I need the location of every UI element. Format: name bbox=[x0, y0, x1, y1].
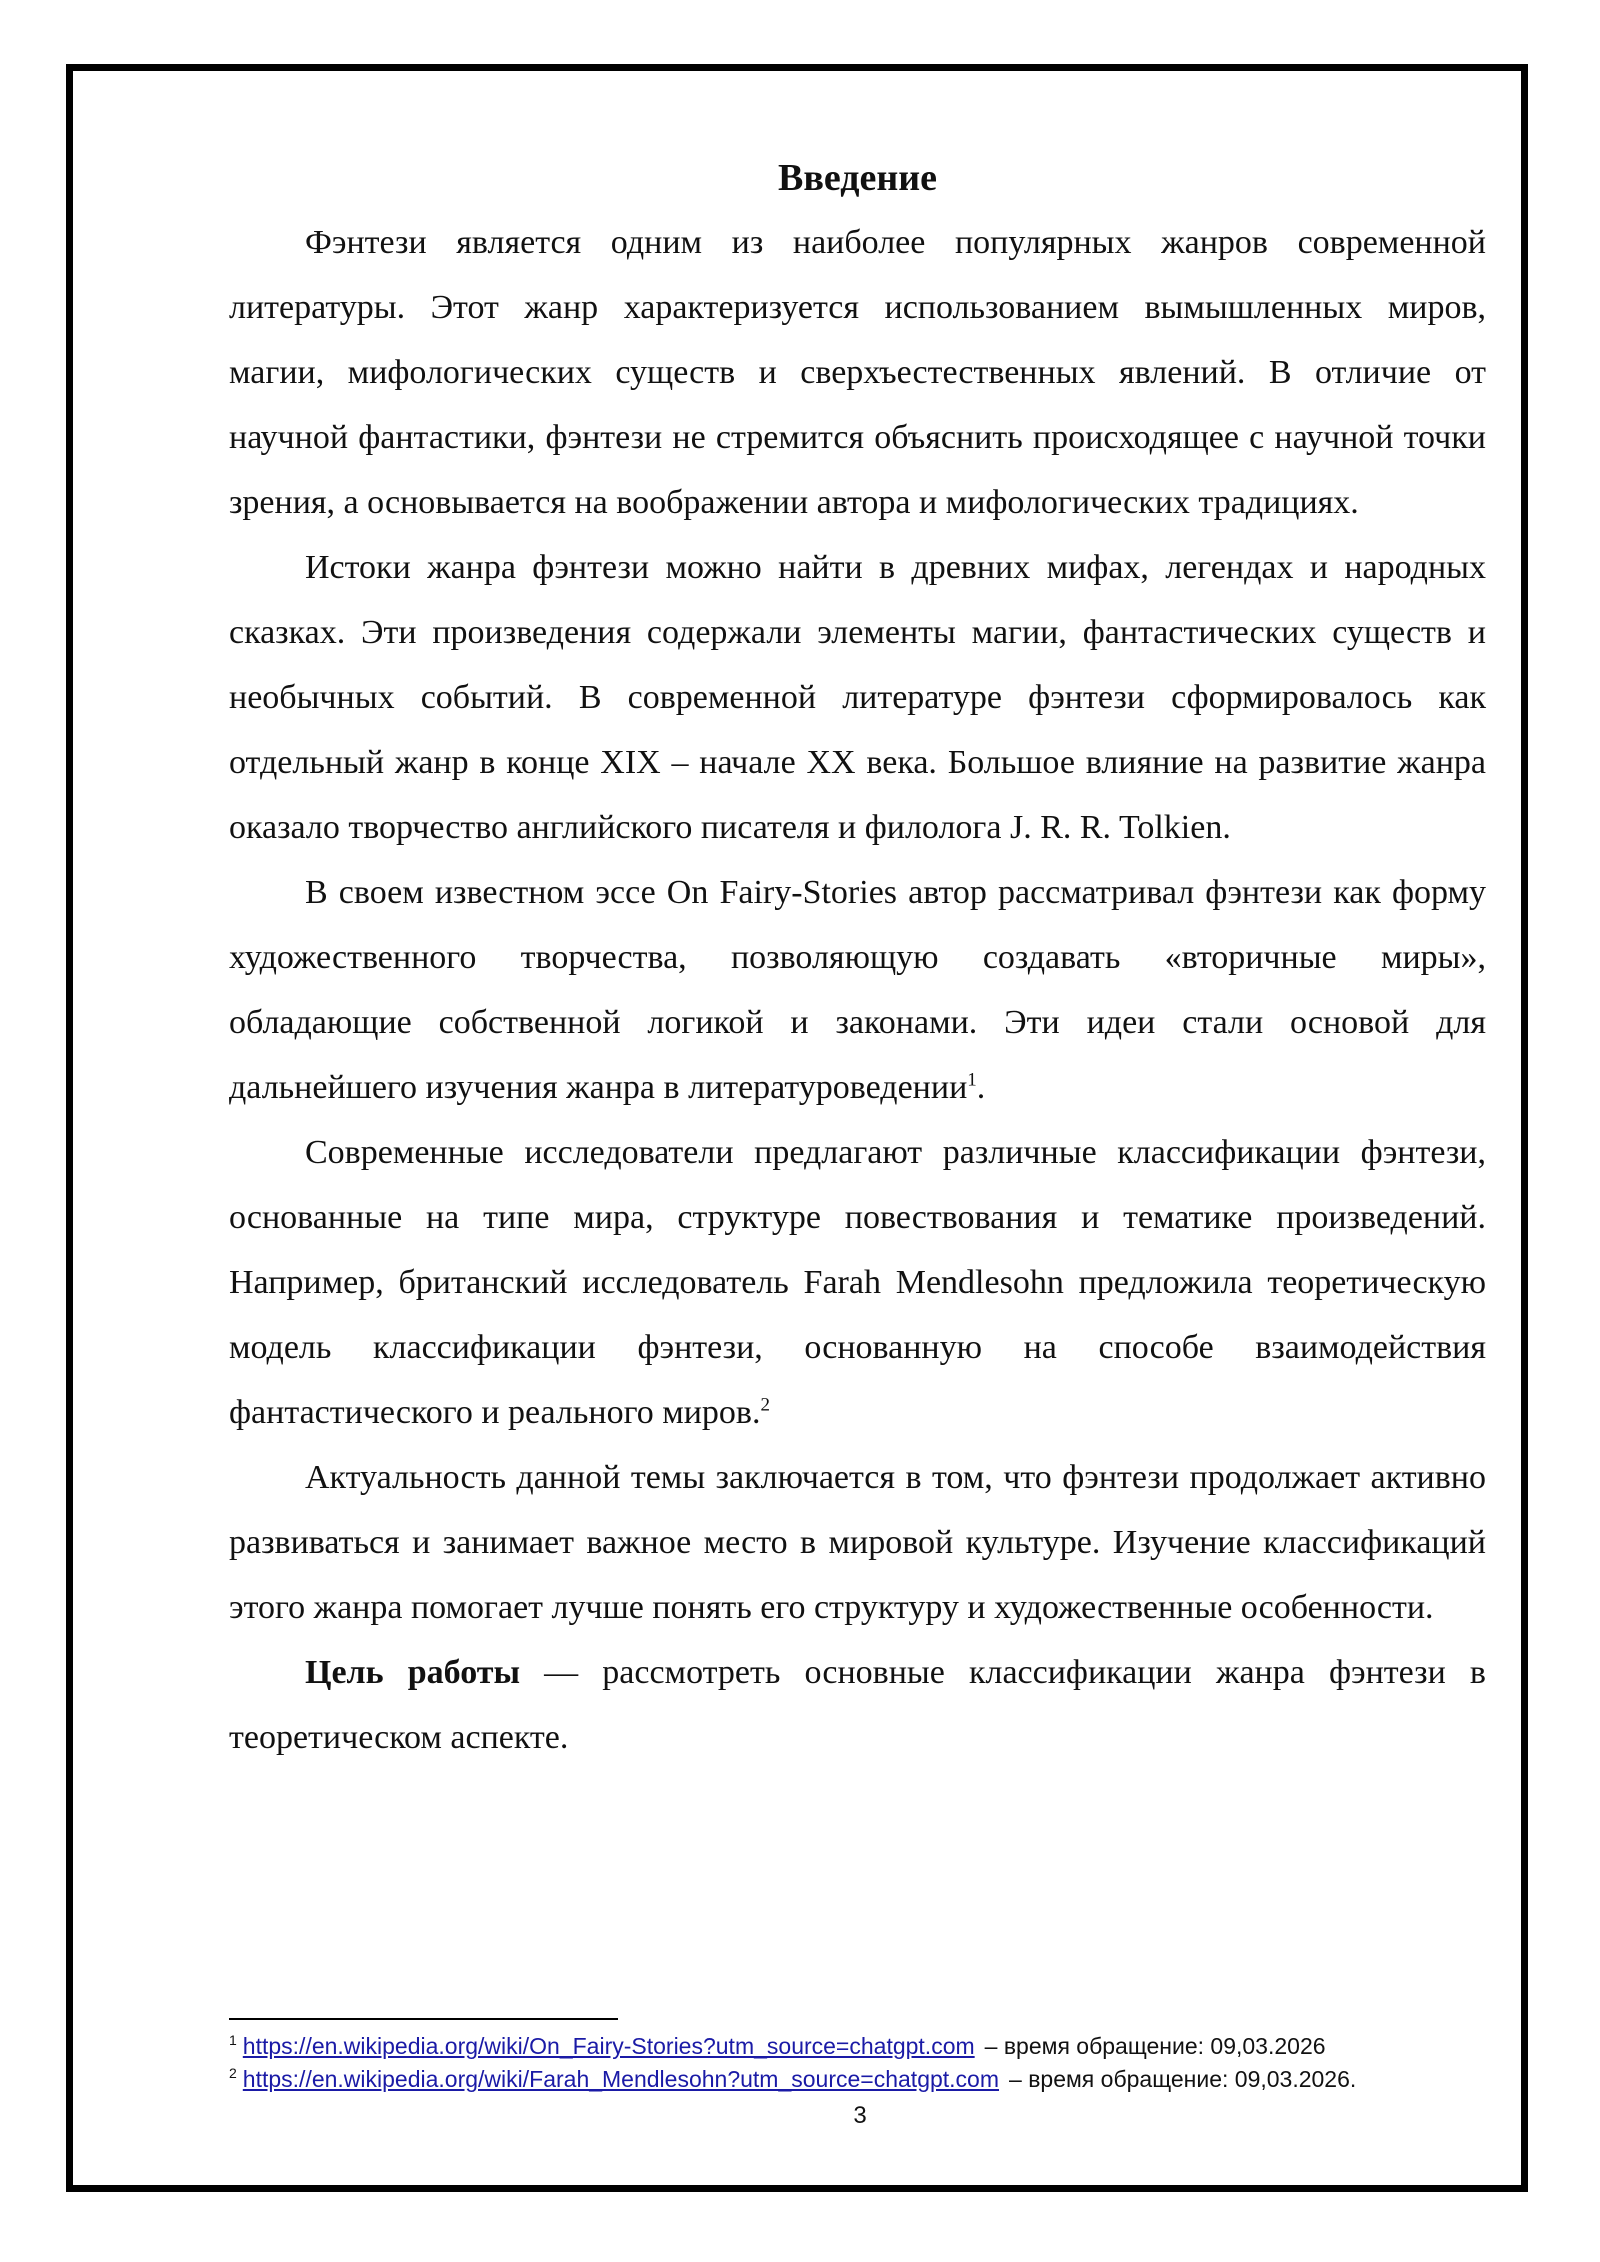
paragraph-3-end: . bbox=[976, 1069, 986, 1106]
goal-label: Цель работы bbox=[305, 1654, 520, 1691]
paragraph-6 bbox=[229, 1640, 1486, 1770]
paragraph-2: Истоки жанра фэнтези можно найти в древних мифах, легендах и народных сказках. Эти произведения содержали элементы магии, фантастических существ и необычных событий. В современной литературе фэнтези сформировалось как отдельный жанр в конце XIX – начале XX века. Большое влияние на развитие жанра оказало творчество английского писателя и филолога J. R. R. Tolkien. bbox=[229, 549, 1486, 846]
footnote-access-2: – время обращение: 09,03.2026. bbox=[1009, 2066, 1357, 2092]
document-body bbox=[229, 150, 1486, 1770]
footnote-ref-2[interactable]: 2 bbox=[760, 1394, 770, 1416]
paragraph-5: Актуальность данной темы заключается в том, что фэнтези продолжает активно развиваться и занимает важное место в мировой культуре. Изучение классификаций этого жанра помогает лучше понять его структуру и художественные особенности. bbox=[229, 1459, 1486, 1626]
page-number: 3 bbox=[853, 2102, 867, 2129]
footnote-separator bbox=[229, 2018, 618, 2020]
footnote-access-1: – время обращение: 09,03.2026 bbox=[984, 2033, 1326, 2059]
footnote-link-1[interactable]: https://en.wikipedia.org/wiki/On_Fairy-Stories?utm_source=chatgpt.com bbox=[242, 2033, 975, 2059]
goal-text: — рассмотреть основные классификации жанра фэнтези в теоретическом аспекте. bbox=[229, 1654, 1486, 1756]
footnote-link-2[interactable]: https://en.wikipedia.org/wiki/Farah_Mendlesohn?utm_source=chatgpt.com bbox=[242, 2066, 1000, 2092]
paragraph-4-text: Современные исследователи предлагают различные классификации фэнтези, основанные на типе мира, структуре повествования и тематике произведений. Например, британский исследователь Farah Mendlesohn предложила теоретическую модель классификации фэнтези, основанную на способе взаимодействия фантастического и реального миров. bbox=[229, 1134, 1486, 1431]
footnote-mark-1: 1 bbox=[229, 2032, 237, 2049]
footnote-1 bbox=[229, 2030, 1529, 2063]
footnote-mark-2: 2 bbox=[229, 2065, 237, 2082]
page-title: Введение bbox=[778, 157, 937, 199]
paragraph-3 bbox=[229, 860, 1486, 1120]
footnotes bbox=[229, 2030, 1529, 2096]
footnote-ref-1[interactable]: 1 bbox=[967, 1069, 977, 1091]
paragraph-4 bbox=[229, 1120, 1486, 1445]
paragraph-1: Фэнтези является одним из наиболее популярных жанров современной литературы. Этот жанр характеризуется использованием вымышленных миров, магии, мифологических существ и сверхъестественных явлений. В отличие от научной фантастики, фэнтези не стремится объяснить происходящее с научной точки зрения, а основывается на воображении автора и мифологических традициях. bbox=[229, 224, 1486, 521]
footnote-2 bbox=[229, 2063, 1529, 2096]
paragraph-3-text: В своем известном эссе On Fairy-Stories автор рассматривал фэнтези как форму художественного творчества, позволяющую создавать «вторичные миры», обладающие собственной логикой и законами. Эти идеи стали основой для дальнейшего изучения жанра в литературоведении bbox=[229, 874, 1486, 1106]
